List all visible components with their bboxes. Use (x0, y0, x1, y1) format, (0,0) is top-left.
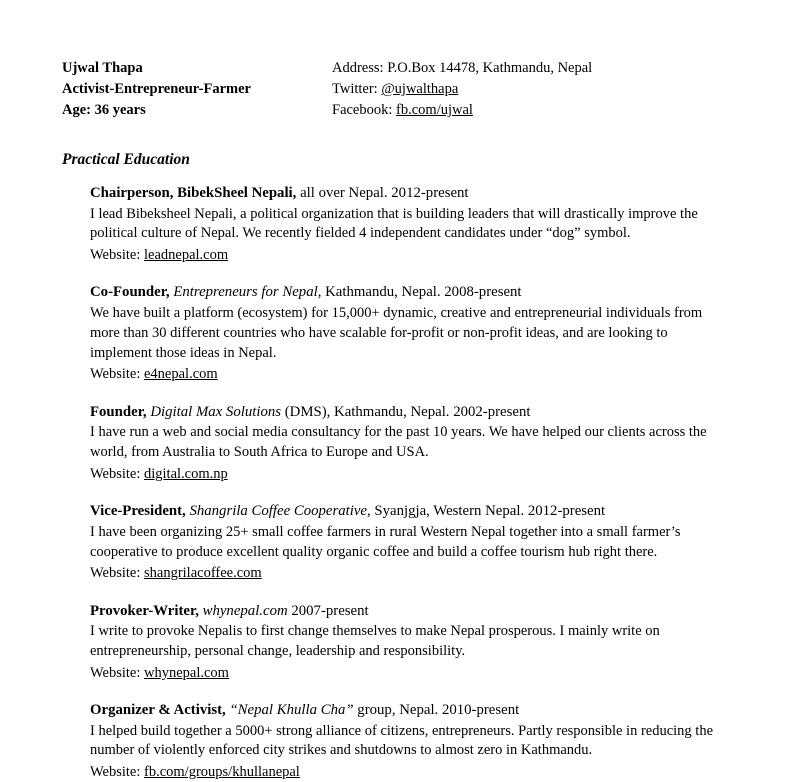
website-label: Website: (90, 247, 144, 264)
twitter-label: Twitter: (332, 81, 382, 98)
entry-role: Vice-President, (90, 503, 190, 520)
facebook-link[interactable]: fb.com/ujwal (396, 102, 473, 119)
entry-meta: , Kathmandu, Nepal. 2008-present (317, 284, 522, 301)
entry-website-link[interactable]: e4nepal.com (144, 366, 218, 383)
entry-website-line (90, 762, 723, 782)
twitter-handle-link[interactable]: @ujwalthapa (381, 81, 459, 98)
website-label: Website: (90, 366, 144, 383)
entry-heading (90, 700, 723, 721)
entry-role: Organizer & Activist, (90, 701, 230, 718)
entry-heading (90, 282, 723, 303)
address-value: P.O.Box 14478, Kathmandu, Nepal (387, 60, 593, 76)
entry-website-link[interactable]: digital.com.np (144, 465, 228, 482)
entry-website-link[interactable]: whynepal.com (144, 664, 229, 681)
header-contact-block (332, 58, 723, 121)
entry-description: I have run a web and social media consultancy for the past 10 years. We have helped our clients across the world, from Australia to South Africa to Europe and USA. (90, 424, 707, 461)
entry-description: We have built a platform (ecosystem) for 15,000+ dynamic, creative and entrepreneurial individuals from more than 30 different countries who have scalable for-profit or non-profit ideas, and are looking to implement those ideas in Nepal. (90, 305, 703, 361)
address-label: Address: (332, 60, 388, 76)
entry-website-line (90, 364, 723, 384)
entry-role: Founder, (90, 403, 151, 420)
entry-website-line (90, 245, 723, 265)
entry-website-line (90, 663, 723, 683)
experience-entry (90, 402, 723, 484)
candidate-age: Age: 36 years (62, 102, 146, 119)
resume-header (62, 58, 723, 121)
website-label: Website: (90, 465, 144, 482)
entry-description: I write to provoke Nepalis to first change themselves to make Nepal prosperous. I mainly write on entrepreneurship, personal change, leadership and responsibility. (90, 623, 660, 659)
entry-meta: all over Nepal. 2012-present (296, 185, 469, 202)
entry-heading (90, 183, 723, 204)
entry-heading (90, 402, 723, 423)
header-identity-block (62, 58, 332, 121)
experience-entry-list (62, 183, 723, 782)
experience-entry (90, 700, 723, 782)
entry-organization: “Nepal Khulla Cha” (229, 701, 354, 718)
experience-entry (90, 601, 723, 683)
entry-description: I helped build together a 5000+ strong alliance of citizens, entrepreneurs. Partly responsible in reducing the number of violently enforced city strikes and shutdowns to almost zero in Kathmandu. (90, 722, 714, 759)
entry-meta: 2007-present (287, 602, 369, 619)
entry-heading (90, 501, 723, 522)
entry-role: Provoker-Writer, (90, 602, 203, 619)
entry-organization: Digital Max Solutions (150, 403, 282, 420)
section-title-practical-education: Practical Education (62, 151, 190, 169)
entry-meta: , Syanjgja, Western Nepal. 2012-present (367, 503, 606, 520)
website-label: Website: (90, 664, 144, 681)
entry-organization: BibekSheel Nepali, (177, 185, 297, 202)
entry-website-line (90, 563, 723, 583)
candidate-name: Ujwal Thapa (62, 60, 143, 76)
entry-organization: Shangrila Coffee Cooperative (189, 503, 367, 520)
website-label: Website: (90, 764, 144, 781)
contact-facebook (332, 100, 723, 121)
website-label: Website: (90, 565, 144, 582)
experience-entry (90, 183, 723, 265)
experience-entry (90, 282, 723, 384)
entry-website-line (90, 464, 723, 484)
entry-role: Chairperson, (90, 185, 178, 202)
experience-entry (90, 501, 723, 583)
entry-description: I have been organizing 25+ small coffee farmers in rural Western Nepal together into a small farmer’s cooperative to produce excellent quality organic coffee and build a coffee tourism hub right there. (90, 523, 681, 560)
entry-heading (90, 601, 723, 622)
entry-website-link[interactable]: leadnepal.com (144, 247, 229, 264)
contact-twitter (332, 79, 723, 100)
entry-organization: whynepal.com (202, 602, 288, 619)
facebook-label: Facebook: (332, 102, 397, 119)
entry-meta: (DMS), Kathmandu, Nepal. 2002-present (281, 403, 531, 420)
entry-description: I lead Bibeksheel Nepali, a political organization that is building leaders that will drastically improve the political culture of Nepal. We recently fielded 4 independent candidates under “dog” symbol. (90, 205, 698, 242)
contact-address (332, 58, 723, 79)
entry-organization: Entrepreneurs for Nepal (173, 284, 318, 301)
candidate-title: Activist-Entrepreneur-Farmer (62, 81, 251, 98)
entry-website-link[interactable]: fb.com/groups/khullanepal (144, 764, 300, 781)
entry-meta: group, Nepal. 2010-present (353, 701, 520, 718)
entry-website-link[interactable]: shangrilacoffee.com (144, 565, 262, 582)
entry-role: Co-Founder, (90, 284, 174, 301)
